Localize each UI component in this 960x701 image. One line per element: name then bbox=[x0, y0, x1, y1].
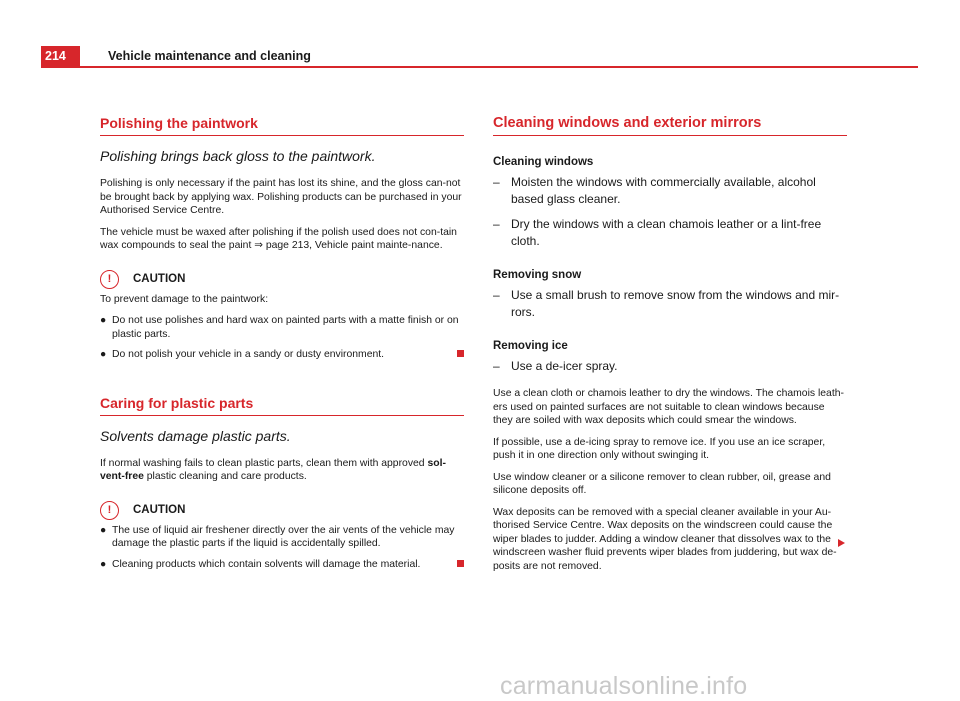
dash-icon: – bbox=[493, 175, 500, 189]
bullet-icon: ● bbox=[100, 558, 107, 570]
section-heading-windows: Cleaning windows and exterior mirrors bbox=[493, 115, 847, 136]
bullet-text: The use of liquid air freshener directly over the air vents of the vehicle may damage the plastic parts if the liquid is accidentally spilled. bbox=[112, 524, 455, 549]
bullet-icon: ● bbox=[100, 315, 107, 326]
section-heading-polishing: Polishing the paintwork bbox=[100, 115, 464, 136]
caution-header bbox=[100, 501, 464, 520]
note-paragraph: If possible, use a de-icing spray to remove ice. If you use an ice scraper, push it in one direction only without swinging it. bbox=[493, 436, 826, 461]
caution-intro: To prevent damage to the paintwork: bbox=[100, 293, 269, 305]
caution-bullet bbox=[100, 524, 464, 551]
paragraph: Polishing is only necessary if the paint has lost its shine, and the gloss can-not be brought back by applying wax. Polishing products can be purchased in your Authorised Service Centre. bbox=[100, 178, 462, 216]
note-paragraph: Use window cleaner or a silicone remover to clean rubber, oil, grease and silicone deposits off. bbox=[493, 471, 831, 496]
step-text: Dry the windows with a clean chamois leather or a lint-free cloth. bbox=[511, 217, 822, 248]
bullet-text: Do not use polishes and hard wax on painted parts with a matte finish or on plastic parts. bbox=[112, 315, 459, 340]
right-column bbox=[493, 115, 847, 581]
caution-bullet bbox=[100, 558, 464, 572]
section-end-mark bbox=[457, 350, 464, 357]
paragraph bbox=[100, 457, 464, 484]
caution-icon: ! bbox=[100, 270, 119, 289]
subheading-removing-snow: Removing snow bbox=[493, 269, 582, 281]
note-paragraph: Wax deposits can be removed with a special cleaner available in your Au-thorised Service Centre. Wax deposits on the windscreen could cause the wiper blades to judder. Adding a window cleaner that dissolves wax to the windscreen washer fluid prevents wiper blades from juddering, but wax de-posits are not removed. bbox=[493, 506, 837, 572]
emphasis-text: sol-vent-free bbox=[100, 457, 446, 482]
continue-arrow-icon bbox=[838, 539, 845, 547]
caution-icon: ! bbox=[100, 501, 119, 520]
caution-label: CAUTION bbox=[133, 504, 186, 516]
paragraph: The vehicle must be waxed after polishing if the polish used does not con-tain wax compounds to seal the paint ⇒ page 213, Vehicle paint mainte-nance. bbox=[100, 226, 457, 251]
step-text: Use a small brush to remove snow from the windows and mir-rors. bbox=[511, 288, 840, 319]
watermark: carmanualsonline.info bbox=[500, 672, 748, 700]
note-paragraph: Use a clean cloth or chamois leather to dry the windows. The chamois leath-ers used on painted surfaces are not suitable to clean windows because they are soiled with wax deposits which could smear the windows. bbox=[493, 388, 844, 426]
step-item bbox=[493, 358, 847, 375]
step-text: Use a de-icer spray. bbox=[511, 359, 618, 373]
step-item bbox=[493, 287, 847, 321]
caution-bullet bbox=[100, 314, 464, 341]
step-item bbox=[493, 216, 847, 250]
bullet-text: Cleaning products which contain solvents will damage the material. bbox=[112, 558, 421, 570]
bullet-icon: ● bbox=[100, 524, 107, 536]
dash-icon: – bbox=[493, 359, 500, 373]
step-text: Moisten the windows with commercially available, alcohol based glass cleaner. bbox=[511, 175, 816, 206]
caution-bullet bbox=[100, 348, 464, 362]
header-rule bbox=[41, 66, 918, 68]
dash-icon: – bbox=[493, 288, 500, 302]
text-run: If normal washing fails to clean plastic parts, clean them with approved bbox=[100, 457, 428, 469]
step-item bbox=[493, 174, 847, 208]
section-heading-plastic: Caring for plastic parts bbox=[100, 395, 464, 416]
section-end-mark bbox=[457, 560, 464, 567]
bullet-icon: ● bbox=[100, 349, 107, 360]
section-subtitle: Polishing brings back gloss to the paintwork. bbox=[100, 148, 376, 164]
left-column bbox=[100, 115, 464, 578]
subheading-cleaning-windows: Cleaning windows bbox=[493, 156, 594, 168]
dash-icon: – bbox=[493, 217, 500, 231]
page-number: 214 bbox=[41, 46, 80, 66]
running-header: Vehicle maintenance and cleaning bbox=[108, 49, 311, 63]
section-subtitle: Solvents damage plastic parts. bbox=[100, 427, 291, 444]
text-run: plastic cleaning and care products. bbox=[143, 471, 307, 482]
subheading-removing-ice: Removing ice bbox=[493, 340, 568, 352]
caution-label: CAUTION bbox=[133, 273, 186, 285]
caution-header bbox=[100, 270, 464, 289]
bullet-text: Do not polish your vehicle in a sandy or dusty environment. bbox=[112, 349, 385, 360]
